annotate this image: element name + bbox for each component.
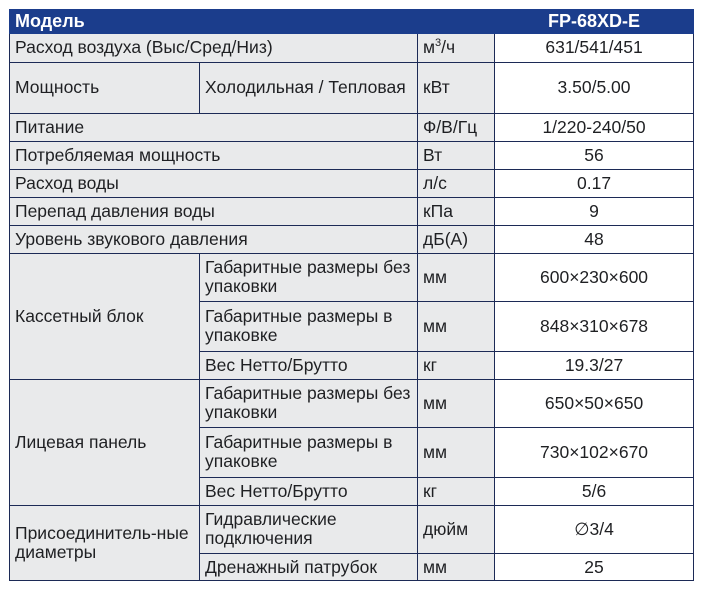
pressure-drop-unit: кПа (418, 197, 495, 225)
airflow-unit-base: м (423, 37, 436, 58)
consumption-label: Потребляемая мощность (10, 142, 418, 170)
power-unit: кВт (418, 62, 495, 114)
cassette-weight-value: 19.3/27 (495, 351, 694, 379)
row-airflow (10, 33, 694, 62)
hydraulic-value: ∅3/4 (495, 505, 694, 554)
header-model: FP-68XD-E (495, 10, 694, 34)
panel-weight-label: Вес Нетто/Брутто (200, 477, 418, 505)
row-consumption (10, 142, 694, 170)
cassette-dims-net-unit: мм (418, 253, 495, 302)
panel-weight-value: 5/6 (495, 477, 694, 505)
supply-unit: Ф/В/Гц (418, 114, 495, 142)
consumption-value: 56 (495, 142, 694, 170)
cassette-dims-net-label: Габаритные размеры без упаковки (200, 253, 418, 302)
hydraulic-label: Гидравлические подключения (200, 505, 418, 554)
drain-value: 25 (495, 554, 694, 581)
drain-unit: мм (418, 554, 495, 581)
pressure-drop-label: Перепад давления воды (10, 197, 418, 225)
row-cassette-dims-net (10, 253, 694, 302)
sound-unit: дБ(А) (418, 225, 495, 253)
panel-dims-pack-label: Габаритные размеры в упаковке (200, 428, 418, 478)
water-flow-value: 0.17 (495, 170, 694, 198)
cassette-dims-net-value: 600×230×600 (495, 253, 694, 302)
airflow-unit (418, 33, 495, 62)
pressure-drop-value: 9 (495, 197, 694, 225)
cassette-weight-unit: кг (418, 351, 495, 379)
cassette-dims-pack-value: 848×310×678 (495, 302, 694, 352)
panel-label: Лицевая панель (10, 379, 200, 505)
power-label: Мощность (10, 62, 200, 114)
header-label: Модель (10, 10, 495, 34)
water-flow-unit: л/с (418, 170, 495, 198)
airflow-label: Расход воздуха (Выс/Сред/Низ) (10, 33, 418, 62)
airflow-unit-tail: /ч (441, 37, 456, 58)
water-flow-label: Расход воды (10, 170, 418, 198)
consumption-unit: Вт (418, 142, 495, 170)
panel-dims-net-value: 650×50×650 (495, 379, 694, 428)
row-sound (10, 225, 694, 253)
panel-dims-pack-unit: мм (418, 428, 495, 478)
supply-label: Питание (10, 114, 418, 142)
panel-dims-pack-value: 730×102×670 (495, 428, 694, 478)
sound-label: Уровень звукового давления (10, 225, 418, 253)
row-supply (10, 114, 694, 142)
panel-weight-unit: кг (418, 477, 495, 505)
power-sub: Холодильная / Тепловая (200, 62, 418, 114)
panel-dims-net-unit: мм (418, 379, 495, 428)
spec-table (9, 9, 694, 581)
drain-label: Дренажный патрубок (200, 554, 418, 581)
row-water-flow (10, 170, 694, 198)
sound-value: 48 (495, 225, 694, 253)
row-panel-dims-net (10, 379, 694, 428)
row-power (10, 62, 694, 114)
row-connections-hydraulic (10, 505, 694, 554)
connections-label: Присоединитель-ные диаметры (10, 505, 200, 580)
panel-dims-net-label: Габаритные размеры без упаковки (200, 379, 418, 428)
header-row (10, 10, 694, 34)
cassette-dims-pack-unit: мм (418, 302, 495, 352)
supply-value: 1/220-240/50 (495, 114, 694, 142)
cassette-dims-pack-label: Габаритные размеры в упаковке (200, 302, 418, 352)
hydraulic-unit: дюйм (418, 505, 495, 554)
cassette-label: Кассетный блок (10, 253, 200, 379)
power-value: 3.50/5.00 (495, 62, 694, 114)
airflow-value: 631/541/451 (495, 33, 694, 62)
cassette-weight-label: Вес Нетто/Брутто (200, 351, 418, 379)
airflow-unit-sup: 3 (435, 37, 442, 50)
row-pressure-drop (10, 197, 694, 225)
